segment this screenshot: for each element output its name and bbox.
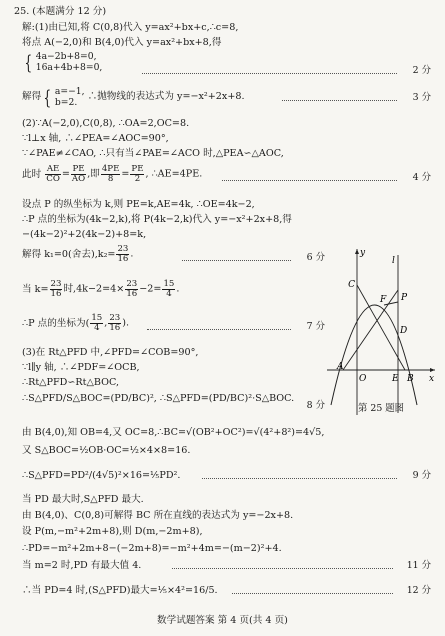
label-y: y (360, 248, 366, 258)
denominator: 16 (50, 289, 62, 299)
numerator: PE (72, 164, 85, 174)
fraction (116, 245, 129, 264)
operator: ,即 (87, 168, 100, 180)
line-text: ∴Rt△PFD∽Rt△BOC, (22, 377, 120, 388)
solution-line-25 (22, 543, 431, 555)
parabola-curve (331, 305, 417, 405)
solution-line-14 (22, 314, 325, 340)
numerator: 15 (163, 279, 175, 289)
score-points: 4 分 (412, 172, 431, 183)
line-text: −2= (139, 283, 162, 295)
denominator: 16 (109, 323, 121, 333)
numerator: 23 (50, 279, 62, 289)
line-text: ∴P 点的坐标为(4k−2,k),将 P(4k−2,k)代入 y=−x²+2x+8,得 (22, 214, 292, 225)
fraction (108, 314, 121, 333)
dot-leader (232, 593, 393, 594)
x-axis-arrow (430, 368, 435, 372)
line-text: ∴S△PFD/S△BOC=(PD/BC)², ∴S△PFD=(PD/BC)²·S△BOC. (22, 393, 295, 404)
denominator: 8 (107, 174, 114, 184)
solution-line-20 (22, 445, 431, 457)
score-points: 11 分 (406, 560, 431, 571)
problem-header-text: 25. (本题满分 12 分) (14, 6, 107, 17)
line-text: 由 B(4,0)、C(0,8)可解得 BC 所在直线的表达式为 y=−2x+8. (22, 510, 294, 521)
solution-line-23 (22, 510, 431, 522)
numerator: PE (131, 164, 144, 174)
denominator: 16 (126, 289, 138, 299)
fraction (162, 280, 175, 299)
y-axis-arrow (355, 249, 359, 254)
dot-leader (182, 260, 291, 261)
line-text: 解:(1)由已知,将 C(0,8)代入 y=ax²+bx+c,∴c=8, (22, 22, 239, 33)
page-footer: 数学试题答案 第 4 页(共 4 页) (157, 615, 288, 626)
score-points: 12 分 (406, 585, 431, 596)
solution-line-5 (22, 118, 431, 130)
operator: = (121, 168, 130, 180)
solution-line-8 (22, 165, 431, 191)
label-x: x (429, 374, 435, 384)
line-text: ). (122, 317, 130, 329)
line-text: 当 PD 最大时,S△PFD 最大. (22, 494, 144, 505)
denominator: CO (46, 174, 60, 184)
denominator: 2 (134, 174, 141, 184)
line-text: , ∴AE=4PE. (145, 168, 203, 180)
numerator: 23 (117, 244, 129, 254)
line-text: . (176, 283, 180, 295)
numerator: 4PE (101, 164, 120, 174)
operator: = (61, 168, 70, 180)
score-points: 6 分 (306, 252, 325, 263)
brace: { (24, 50, 33, 74)
line-prefix: 此时 (22, 168, 42, 180)
line-text: 将点 A(−2,0)和 B(4,0)代入 y=ax²+bx+8,得 (22, 37, 222, 48)
numerator: 15 (91, 313, 103, 323)
score-points: 7 分 (306, 321, 325, 332)
equation-row: 4a−2b+8=0, (35, 51, 97, 62)
solution-line-3 (22, 51, 431, 81)
line-text: (3)在 Rt△PFD 中,∠PFD=∠COB=90°, (22, 347, 199, 358)
denominator: AO (71, 174, 86, 184)
dot-leader (222, 180, 397, 181)
solution-line-19 (22, 427, 431, 439)
equation-row: a=−1, (54, 86, 85, 97)
line-text: , (104, 317, 108, 329)
solution-line-6 (22, 133, 431, 145)
solution-line-11 (22, 229, 431, 241)
numerator: 23 (109, 313, 121, 323)
score-points: 8 分 (306, 400, 325, 411)
line-prefix: 解得 (22, 91, 42, 102)
equation-system (36, 51, 103, 73)
solution-line-22 (22, 494, 431, 506)
label-l: l (392, 256, 395, 266)
line-text: 解得 k₁=0(舍去),k₂= (22, 248, 116, 260)
fraction (50, 280, 63, 299)
solution-line-7 (22, 148, 431, 160)
fraction (125, 280, 138, 299)
label-f: F (380, 295, 387, 305)
solution-line-13 (22, 280, 325, 306)
line-text: 当 k= (22, 283, 49, 295)
score-points: 3 分 (412, 92, 431, 103)
solution-line-27 (22, 585, 431, 597)
equation-row: 16a+4b+8=0, (35, 62, 103, 73)
solution-line-10 (22, 214, 431, 226)
line-text: 时,4k−2=4× (63, 283, 125, 295)
line-text: (2)∵A(−2,0),C(0,8), ∴OA=2,OC=8. (22, 118, 190, 129)
label-c: C (348, 280, 355, 290)
fraction (90, 314, 103, 333)
label-e: E (392, 374, 399, 384)
solution-line-24 (22, 526, 431, 538)
line-text: ∵l∥y 轴, ∴∠PDF=∠OCB, (22, 362, 140, 373)
line-text: ∴PD=−m²+2m+8−(−2m+8)=−m²+4m=−(m−2)²+4. (22, 543, 282, 554)
line-text: ∵∠PAE≠∠CAO, ∴只有当∠PAE=∠ACO 时,△PEA∽△AOC, (22, 148, 284, 159)
equation-system (55, 86, 85, 108)
numerator: AE (46, 164, 60, 174)
denominator: 4 (166, 289, 172, 299)
line-text: 由 B(4,0),知 OB=4,又 OC=8,∴BC=√(OB²+OC²)=√(4²+8²)=4√5, (22, 427, 325, 438)
line-text: −(4k−2)²+2(4k−2)+8=k, (22, 229, 147, 240)
solution-line-12 (22, 245, 325, 271)
brace: { (43, 85, 52, 109)
solution-line-1 (22, 22, 431, 34)
solution-line-26 (22, 560, 431, 572)
label-b: B (407, 374, 414, 384)
solution-line-2 (22, 37, 431, 49)
line-text: 设 P(m,−m²+2m+8),则 D(m,−2m+8), (22, 526, 203, 537)
line-text: ∴当 PD=4 时,(S△PFD)最大=⅕×4²=16/5. (22, 585, 218, 596)
line-text: ∵l⊥x 轴, ∴∠PEA=∠AOC=90°, (22, 133, 169, 144)
equation-row: b=2. (54, 97, 78, 108)
dot-leader (172, 568, 393, 569)
denominator: 16 (117, 254, 129, 264)
segment-ap (343, 290, 398, 370)
dot-leader (202, 478, 397, 479)
solution-line-18 (22, 393, 325, 419)
line-text: 又 S△BOC=½OB·OC=½×4×8=16. (22, 445, 191, 456)
solution-line-9 (22, 199, 431, 211)
line-text: ∴S△PFD=PD²/(4√5)²×16=⅕PD². (22, 470, 181, 481)
solution-line-4 (22, 86, 431, 112)
score-points: 9 分 (412, 470, 431, 481)
numerator: 23 (126, 279, 138, 289)
line-text: ∴抛物线的表达式为 y=−x²+2x+8. (87, 91, 245, 102)
label-o: O (359, 374, 367, 384)
label-d: D (400, 326, 408, 336)
denominator: 4 (94, 323, 100, 333)
fraction (130, 165, 144, 184)
fraction (101, 165, 121, 184)
fraction (71, 165, 86, 184)
fraction (45, 165, 61, 184)
score-points: 2 分 (412, 65, 431, 76)
dot-leader (142, 73, 397, 74)
problem-header (14, 6, 431, 18)
label-a: A (337, 362, 344, 372)
figure-caption: 第 25 题图 (358, 403, 405, 414)
dot-leader (282, 100, 397, 101)
line-text: . (130, 248, 134, 260)
solution-line-21 (22, 470, 431, 482)
label-p: P (401, 293, 408, 303)
parabola-figure (325, 245, 437, 420)
dot-leader (147, 329, 291, 330)
line-text: 当 m=2 时,PD 有最大值 4. (22, 560, 142, 571)
line-text: ∴P 点的坐标为( (22, 317, 90, 329)
line-text: 设点 P 的纵坐标为 k,则 PE=k,AE=4k, ∴OE=4k−2, (22, 199, 255, 210)
